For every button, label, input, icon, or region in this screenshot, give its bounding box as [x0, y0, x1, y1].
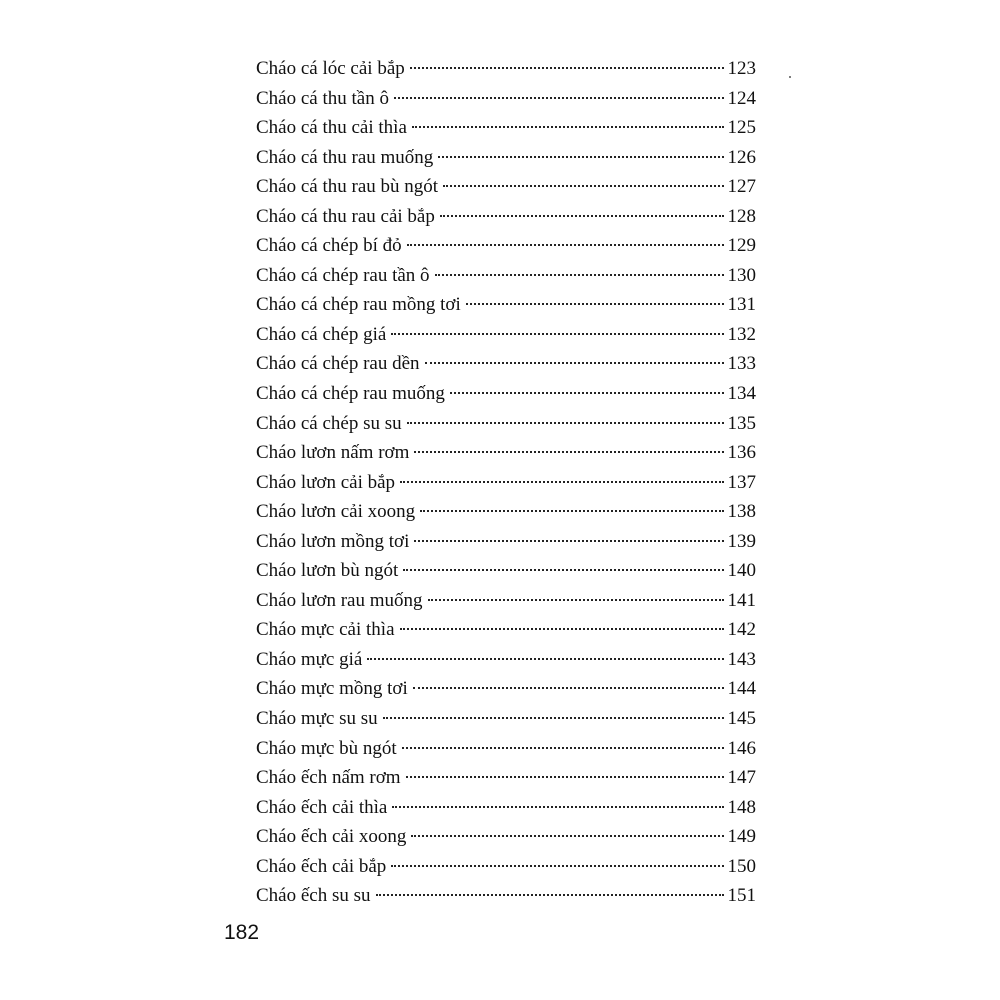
toc-entry-page: 132 — [727, 323, 756, 345]
toc-entry-title: Cháo ếch su su — [256, 885, 371, 907]
toc-entry-page: 138 — [727, 501, 756, 523]
toc-entry-title: Cháo ếch cải xoong — [256, 826, 407, 848]
toc-entry — [256, 143, 756, 173]
toc-entry — [256, 231, 756, 261]
toc-entry-page: 145 — [727, 708, 756, 730]
dot-leader — [403, 568, 723, 571]
toc-entry — [256, 172, 756, 202]
dot-leader — [391, 332, 723, 335]
toc-entry — [256, 793, 756, 823]
toc-entry-title: Cháo cá thu rau cải bắp — [256, 205, 435, 227]
toc-entry — [256, 202, 756, 232]
toc-entry-title: Cháo cá lóc cải bắp — [256, 58, 405, 79]
toc-entry-title: Cháo cá chép bí đỏ — [256, 235, 402, 257]
toc-entry-page: 133 — [727, 353, 756, 375]
table-of-contents — [256, 54, 756, 911]
dot-leader — [383, 716, 724, 719]
dot-leader — [450, 391, 724, 394]
toc-entry — [256, 113, 756, 143]
toc-entry-page: 146 — [727, 737, 756, 759]
toc-entry-page: 123 — [727, 58, 756, 79]
toc-entry-title: Cháo ếch nấm rơm — [256, 767, 401, 789]
dot-leader — [407, 421, 724, 424]
toc-entry — [256, 438, 756, 468]
toc-entry-title: Cháo cá chép rau dền — [256, 353, 420, 375]
toc-entry-title: Cháo cá thu rau muống — [256, 146, 434, 168]
toc-entry-title: Cháo cá chép rau mồng tơi — [256, 294, 461, 316]
toc-entry-page: 129 — [727, 235, 756, 257]
toc-entry — [256, 54, 756, 84]
dot-leader — [414, 450, 723, 453]
toc-entry — [256, 409, 756, 439]
dot-leader — [414, 539, 723, 542]
dot-leader — [394, 96, 724, 99]
toc-entry-title: Cháo lươn bù ngót — [256, 560, 399, 582]
dot-leader — [400, 480, 723, 483]
toc-entry-page: 147 — [727, 767, 756, 789]
toc-entry — [256, 645, 756, 675]
toc-entry-page: 144 — [727, 678, 756, 700]
toc-entry-page: 126 — [727, 146, 756, 168]
toc-entry-title: Cháo mực su su — [256, 708, 378, 730]
dot-leader — [406, 775, 724, 778]
dot-leader — [413, 686, 724, 689]
toc-entry — [256, 734, 756, 764]
toc-entry-page: 124 — [727, 87, 756, 109]
toc-entry-page: 139 — [727, 530, 756, 552]
toc-entry — [256, 852, 756, 882]
toc-entry-page: 127 — [727, 176, 756, 198]
toc-entry — [256, 615, 756, 645]
toc-entry — [256, 497, 756, 527]
toc-entry-page: 141 — [727, 589, 756, 611]
toc-entry-page: 135 — [727, 412, 756, 434]
toc-entry-title: Cháo lươn cải bắp — [256, 471, 396, 493]
dot-leader — [402, 746, 724, 749]
toc-entry-title: Cháo cá chép rau tần ô — [256, 264, 430, 286]
toc-entry-page: 125 — [727, 117, 756, 139]
toc-entry-title: Cháo mực giá — [256, 648, 363, 670]
toc-entry — [256, 674, 756, 704]
toc-entry-title: Cháo mực mồng tơi — [256, 678, 408, 700]
toc-entry-title: Cháo cá chép su su — [256, 412, 402, 434]
toc-entry-title: Cháo lươn rau muống — [256, 589, 423, 611]
toc-entry-page: 130 — [727, 264, 756, 286]
dot-leader — [412, 125, 724, 128]
dot-leader — [391, 864, 723, 867]
toc-entry-title: Cháo lươn cải xoong — [256, 501, 416, 523]
dot-leader — [443, 184, 723, 187]
toc-entry-title: Cháo cá thu cải thìa — [256, 117, 407, 139]
dot-leader — [440, 214, 724, 217]
toc-entry — [256, 881, 756, 911]
dot-leader — [425, 361, 724, 364]
dot-leader — [466, 302, 724, 305]
toc-entry-page: 148 — [727, 796, 756, 818]
toc-entry — [256, 556, 756, 586]
toc-entry-page: 134 — [727, 383, 756, 405]
toc-entry — [256, 379, 756, 409]
toc-entry-title: Cháo cá chép rau muống — [256, 383, 445, 405]
toc-entry-title: Cháo ếch cải bắp — [256, 855, 387, 877]
toc-entry-page: 137 — [727, 471, 756, 493]
toc-entry-page: 140 — [727, 560, 756, 582]
toc-entry-page: 136 — [727, 442, 756, 464]
page-number: 182 — [224, 921, 260, 944]
toc-entry — [256, 704, 756, 734]
toc-entry-title: Cháo lươn mồng tơi — [256, 530, 410, 552]
dot-leader — [435, 273, 724, 276]
toc-entry-title: Cháo mực bù ngót — [256, 737, 397, 759]
toc-entry — [256, 822, 756, 852]
dot-leader — [428, 598, 724, 601]
toc-entry-page: 143 — [727, 648, 756, 670]
toc-entry — [256, 468, 756, 498]
toc-entry-page: 128 — [727, 205, 756, 227]
toc-entry — [256, 763, 756, 793]
toc-entry — [256, 84, 756, 114]
toc-entry-page: 150 — [727, 855, 756, 877]
dot-leader — [392, 805, 723, 808]
dot-leader — [438, 155, 723, 158]
toc-entry-title: Cháo mực cải thìa — [256, 619, 395, 641]
toc-entry-page: 142 — [727, 619, 756, 641]
toc-entry-title: Cháo ếch cải thìa — [256, 796, 388, 818]
dot-leader — [407, 243, 724, 246]
scan-speck — [789, 76, 791, 78]
toc-entry-title: Cháo cá thu tần ô — [256, 87, 389, 109]
dot-leader — [367, 657, 723, 660]
dot-leader — [400, 627, 724, 630]
dot-leader — [411, 834, 723, 837]
dot-leader — [420, 509, 723, 512]
toc-entry-page: 131 — [727, 294, 756, 316]
dot-leader — [376, 893, 724, 896]
toc-entry — [256, 320, 756, 350]
toc-entry-title: Cháo lươn nấm rơm — [256, 442, 410, 464]
toc-entry — [256, 586, 756, 616]
toc-entry — [256, 290, 756, 320]
toc-entry — [256, 349, 756, 379]
toc-entry — [256, 261, 756, 291]
toc-entry-page: 149 — [727, 826, 756, 848]
toc-entry-title: Cháo cá thu rau bù ngót — [256, 176, 439, 198]
toc-entry — [256, 527, 756, 557]
toc-entry-page: 151 — [727, 885, 756, 907]
dot-leader — [410, 66, 724, 69]
toc-entry-title: Cháo cá chép giá — [256, 323, 387, 345]
